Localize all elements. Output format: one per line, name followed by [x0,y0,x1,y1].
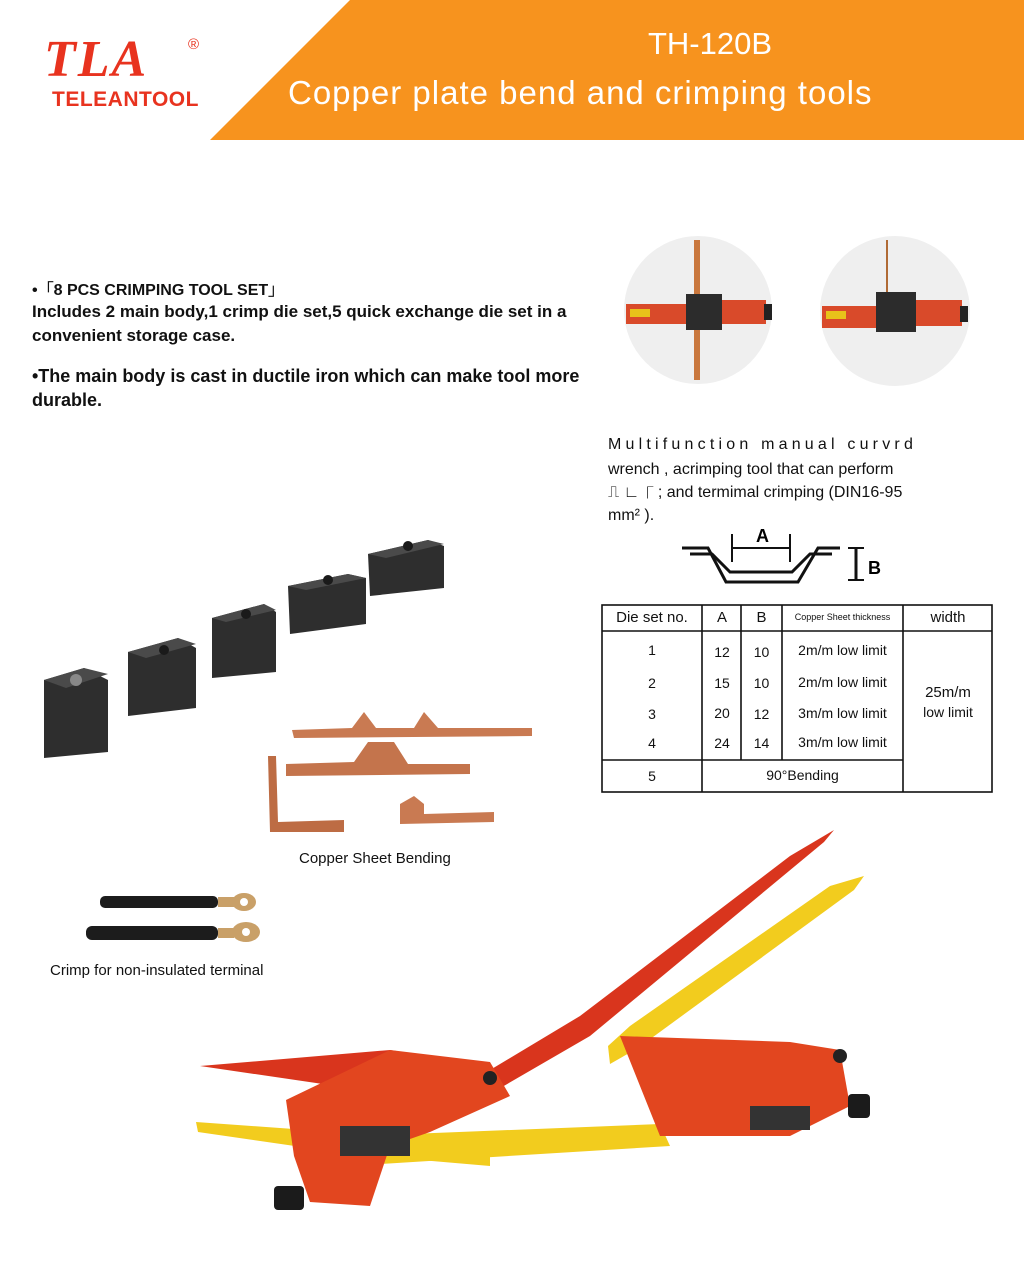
header-banner [0,0,1024,140]
table-cell-no: 3 [648,706,656,722]
table-cell-no: 4 [648,735,656,751]
copper-strip-icon [292,712,532,738]
table-header-width: width [930,609,966,626]
table-cell-b: 12 [753,706,770,722]
table-header-a: A [716,609,727,626]
table-cell-b: 10 [753,644,770,660]
caption-crimp-terminal: Crimp for non-insulated terminal [50,962,264,979]
table-cell-thickness: 2m/m low limit [798,642,887,658]
table-cell-a: 15 [714,675,730,691]
table-cell-width: 25m/m [925,684,971,701]
table-cell-a: 12 [714,644,730,660]
description-line [608,481,1006,504]
description-line: wrench , acrimping tool that can perform [608,461,894,478]
die-block-icon [44,668,108,758]
table-cell-thickness: 3m/m low limit [798,734,887,750]
table-header-thickness: Copper Sheet thickness [794,612,891,622]
registered-mark: ® [188,36,200,53]
die-block-icon [212,604,276,678]
bend-dimension-diagram [680,524,890,586]
table-header-b: B [756,609,767,626]
table-cell-a: 20 [714,705,730,721]
crimping-tool-icon [190,826,890,1226]
brand-name: TELEANTOOL [52,88,199,111]
description-line-part: ; and termimal crimping (DIN16-95 [657,484,903,501]
table-header-die-set: Die set no. [616,609,688,626]
table-cell-b: 10 [753,675,770,691]
copper-strip-icon [400,796,494,824]
table-cell-no: 5 [648,768,656,784]
table-cell-no: 1 [648,642,656,658]
caption-copper-bending: Copper Sheet Bending [299,850,451,867]
table-cell-no: 2 [648,675,656,691]
page-title: Copper plate bend and crimping tools [288,74,873,111]
description-text [608,458,1006,527]
feature-description: Includes 2 main body,1 crimp die set,5 quick exchange die set in a convenient storage case. [32,302,567,345]
copper-strips-illustration [264,708,536,838]
copper-strip-icon [286,742,470,776]
table-cell-width-note: low limit [923,704,973,720]
table-cell-thickness: 2m/m low limit [798,674,887,690]
table-cell-thickness: 3m/m low limit [798,705,887,721]
dimension-label-b: B [868,558,881,578]
table-cell-bending: 90°Bending [766,767,839,783]
die-photo-circle-2 [820,236,970,386]
bend-profile-icons: ⎍ ∟ ⎾ [608,484,654,501]
dimension-label-a: A [756,526,769,546]
die-block-icon [288,574,366,634]
die-set-table [601,604,993,793]
die-closeup-icon [624,236,772,384]
die-photo-circle-1 [624,236,772,384]
model-number: TH-120B [647,26,773,61]
die-block-icon [128,638,196,716]
feature-material: •The main body is cast in ductile iron which can make tool more durable. [32,366,580,410]
table-cell-b: 14 [753,735,770,751]
table-cell-a: 24 [714,735,730,751]
description-line: mm² ). [608,507,655,524]
die-closeup-icon [820,236,970,386]
feature-title: •「8 PCS CRIMPING TOOL SET」 [32,282,285,299]
die-block-icon [368,540,444,596]
description-heading: Multifunction manual curvrd [608,436,918,453]
brand-logo: TLA [44,31,149,88]
